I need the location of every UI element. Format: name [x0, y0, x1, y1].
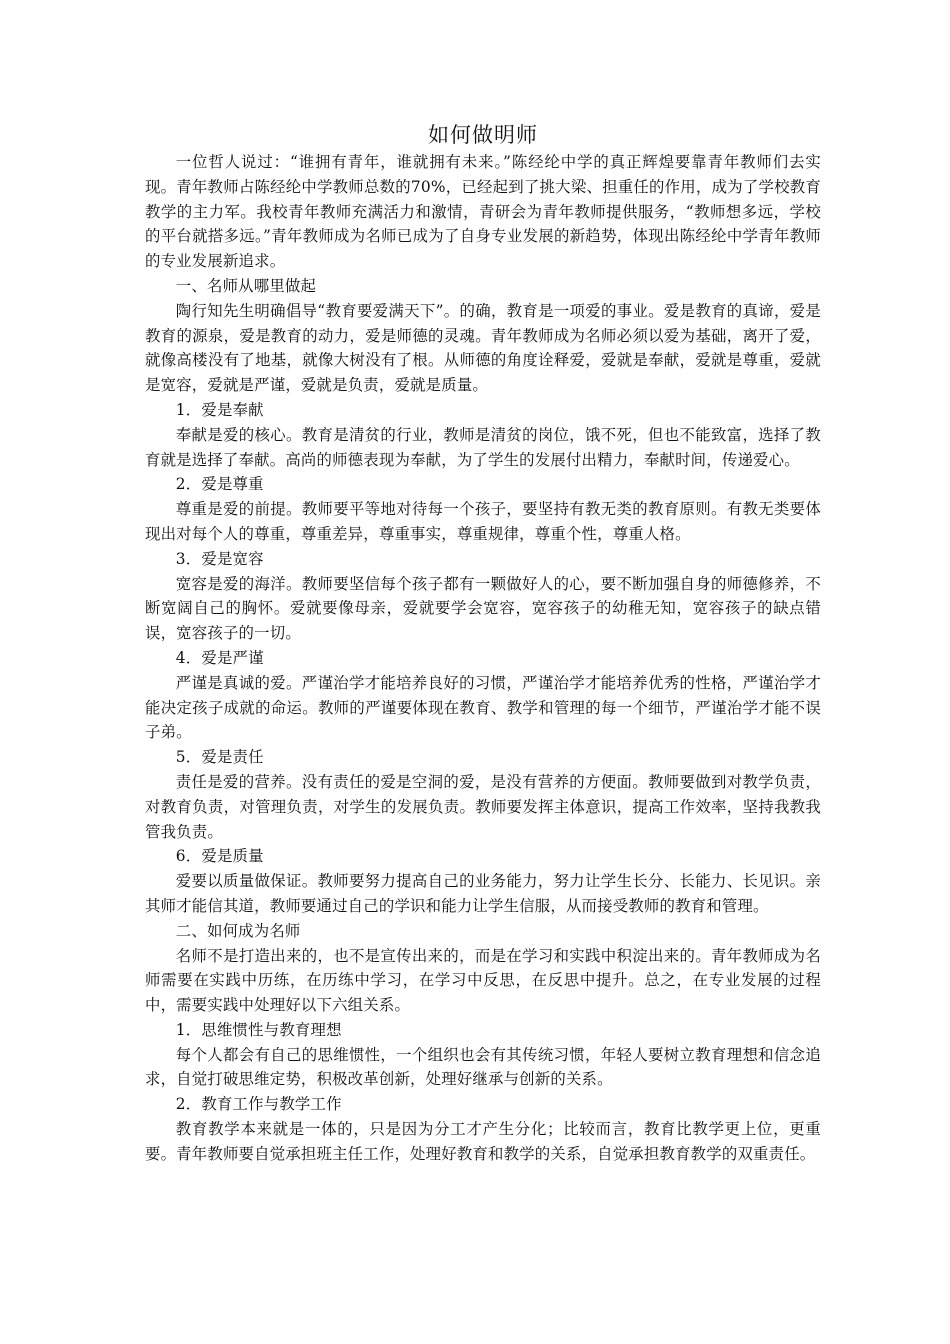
s1-item4-paragraph: 严谨是真诚的爱。严谨治学才能培养良好的习惯，严谨治学才能培养优秀的性格，严谨治学才能决定孩子成就的命运。教师的严谨要体现在教育、教学和管理的每一个细节，严谨治学才能不误子弟。	[145, 673, 821, 742]
s1-item1-paragraph: 奉献是爱的核心。教育是清贫的行业，教师是清贫的岗位，饿不死，但也不能致富，选择了教育就是选择了奉献。高尚的师德表现为奉献，为了学生的发展付出精力，奉献时间，传递爱心。	[145, 425, 821, 469]
s1-item2-heading: 2．爱是尊重	[175, 475, 264, 494]
s1-item6-heading: 6．爱是质量	[175, 847, 264, 866]
section2-intro-paragraph: 名师不是打造出来的，也不是宣传出来的，而是在学习和实践中积淀出来的。青年教师成为名师需要在实践中历练，在历练中学习，在学习中反思，在反思中提升。总之，在专业发展的过程中，需要实践中处理好以下六组关系。	[145, 946, 821, 1015]
s1-item3-heading: 3．爱是宽容	[175, 549, 264, 568]
s2-item2-paragraph: 教育教学本来就是一体的，只是因为分工才产生分化；比较而言，教育比教学更上位，更重要。青年教师要自觉承担班主任工作，处理好教育和教学的关系，自觉承担教育教学的双重责任。	[145, 1120, 821, 1163]
s1-item2-paragraph: 尊重是爱的前提。教师要平等地对待每一个孩子，要坚持有教无类的教育原则。有教无类要体现出对每个人的尊重，尊重差异，尊重事实，尊重规律，尊重个性，尊重人格。	[145, 500, 821, 543]
section1-intro-paragraph: 陶行知先生明确倡导“教育要爱满天下”。的确，教育是一项爱的事业。爱是教育的真谛，爱是教育的源泉，爱是教育的动力，爱是师德的灵魂。青年教师成为名师必须以爱为基础，离开了爱，就像高楼没有了地基，就像大树没有了根。从师德的角度诠释爱，爱就是奉献，爱就是尊重，爱就是宽容，爱就是严谨，爱就是负责，爱就是质量。	[145, 301, 821, 395]
s1-item1-heading: 1．爱是奉献	[175, 400, 264, 419]
s2-item1-heading: 1．思维惯性与教育理想	[175, 1020, 342, 1039]
s1-item6-paragraph: 爱要以质量做保证。教师要努力提高自己的业务能力，努力让学生长分、长能力、长见识。亲其师才能信其道，教师要通过自己的学识和能力让学生信服，从而接受教师的教育和管理。	[145, 872, 821, 915]
s2-item1-paragraph: 每个人都会有自己的思维惯性，一个组织也会有其传统习惯，年轻人要树立教育理想和信念追求，自觉打破思维定势，积极改革创新，处理好继承与创新的关系。	[145, 1045, 821, 1089]
intro-paragraph: 一位哲人说过：“谁拥有青年，谁就拥有未来。”陈经纶中学的真正辉煌要靠青年教师们去实现。青年教师占陈经纶中学教师总数的70%，已经起到了挑大梁、担重任的作用，成为了学校教育教学的主力军。我校青年教师充满活力和激情，青研会为青年教师提供服务，“教师想多远，学校的平台就搭多远。”青年教师成为名师已成为了自身专业发展的新趋势，体现出陈经纶中学青年教师的专业发展新追求。	[145, 153, 821, 271]
document-page	[145, 120, 821, 1167]
s1-item5-heading: 5．爱是责任	[175, 748, 264, 767]
document-title: 如何做明师	[428, 123, 538, 147]
section1-heading: 一、名师从哪里做起	[175, 276, 317, 295]
section2-heading: 二、如何成为名师	[175, 921, 301, 940]
s1-item4-heading: 4．爱是严谨	[175, 648, 264, 667]
s2-item2-heading: 2．教育工作与教学工作	[175, 1095, 342, 1114]
s1-item3-paragraph: 宽容是爱的海洋。教师要坚信每个孩子都有一颗做好人的心，要不断加强自身的师德修养，不断宽阔自己的胸怀。爱就要像母亲，爱就要学会宽容，宽容孩子的幼稚无知，宽容孩子的缺点错误，宽容孩子的一切。	[145, 574, 821, 643]
s1-item5-paragraph: 责任是爱的营养。没有责任的爱是空洞的爱，是没有营养的方便面。教师要做到对教学负责，对教育负责，对管理负责，对学生的发展负责。教师要发挥主体意识，提高工作效率，坚持我教我管我负责。	[145, 772, 821, 841]
